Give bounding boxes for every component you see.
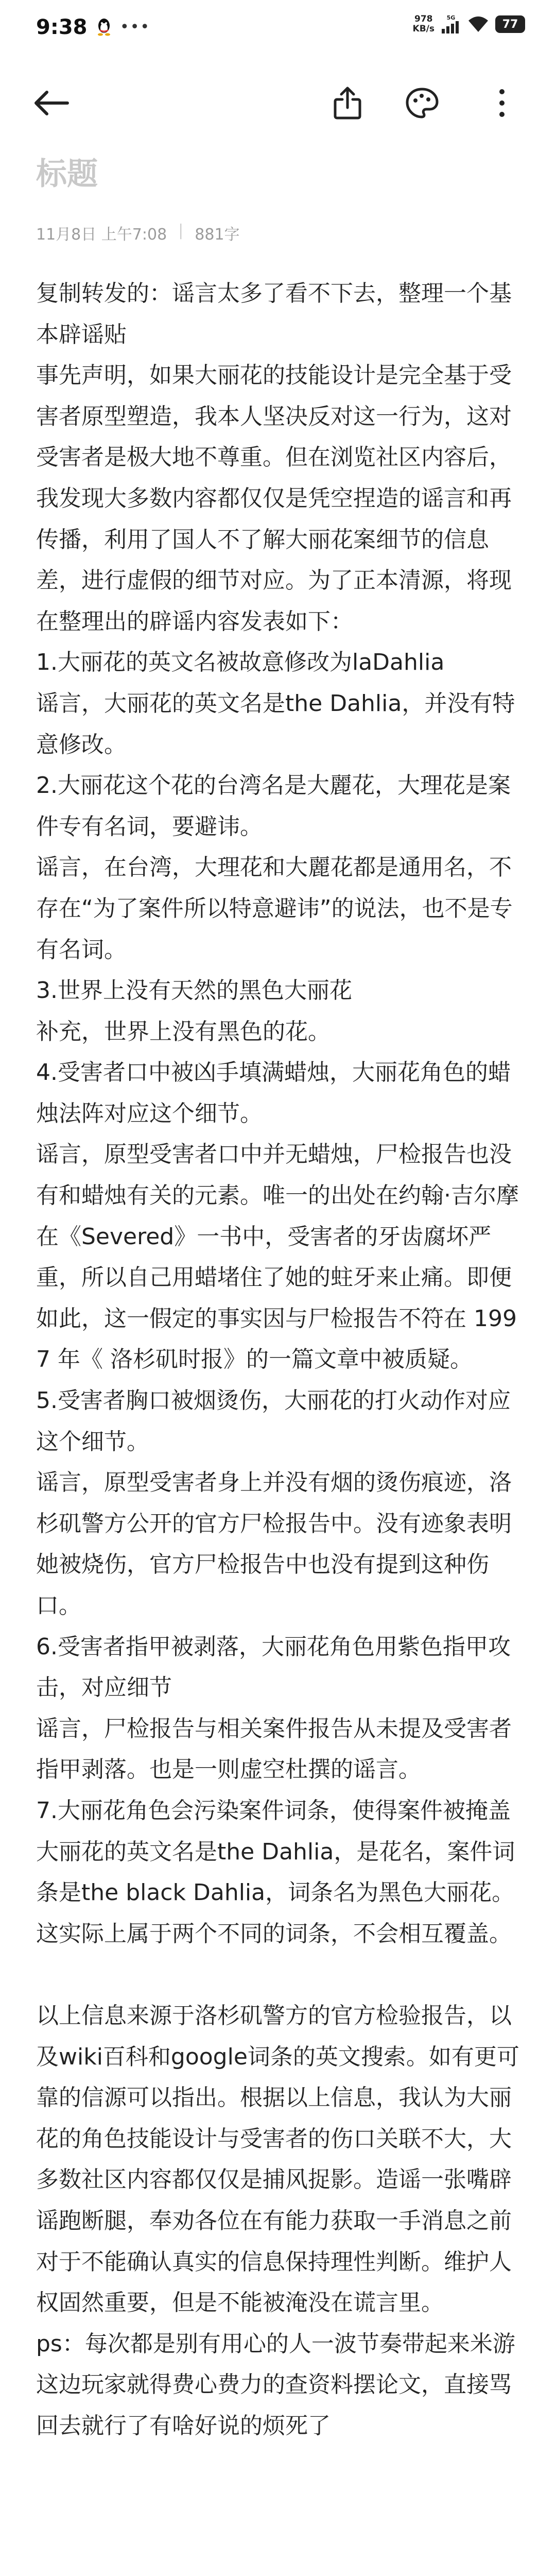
paragraph: 事先声明，如果大丽花的技能设计是完全基于受害者原型塑造，我本人坚决反对这一行为，这对受害者是极大地不尊重。但在浏览社区内容后，我发现大多数内容都仅仅是凭空捏造的谣言和再传播，利用了国人不了解大丽花案细节的信息差，进行虚假的细节对应。为了正本清源，将现在整理出的辟谣内容发表如下： [36,362,512,635]
back-button[interactable] [31,82,72,124]
paragraph: 3.世界上没有天然的黑色大丽花 [36,977,352,1004]
note-char-count: 881字 [195,226,240,244]
note-body[interactable] [36,273,525,2446]
share-icon [333,86,362,120]
paragraph: 谣言，原型受害者身上并没有烟的烫伤痕迹，洛杉矶警方公开的官方尸检报告中。没有迹象表明她被烧伤，官方尸检报告中也没有提到这种伤口。 [36,1469,512,1619]
blank-line [36,1954,525,1995]
net-speed [413,14,435,34]
status-right [413,14,525,34]
paragraph: 6.受害者指甲被剥落，大丽花角色用紫色指甲攻击，对应细节 [36,1633,511,1701]
palette-icon [405,87,439,119]
battery-icon [495,15,525,33]
paragraph: 补充，世界上没有黑色的花。 [36,1018,331,1045]
status-time: 9:38 [36,15,88,39]
paragraph: 5.受害者胸口被烟烫伤，大丽花的打火动作对应这个细节。 [36,1387,511,1455]
more-vertical-icon [498,88,506,118]
share-button[interactable] [327,82,368,124]
notification-icons [95,18,150,36]
paragraph: 以上信息来源于洛杉矶警方的官方检验报告，以及wiki百科和google词条的英文搜索。如有更可靠的信源可以指出。根据以上信息，我认为大丽花的角色技能设计与受害者的伤口关联不大，大多数社区内容都仅仅是捕风捉影。造谣一张嘴辟谣跑断腿，奉劝各位在有能力获取一手消息之前对于不能确认真实的信息保持理性判断。维护人权固然重要，但是不能被淹没在谎言里。 [36,2002,519,2316]
note-toolbar [0,72,556,134]
paragraph: 1.大丽花的英文名被故意修改为laDahlia [36,649,445,676]
more-options-button[interactable] [481,82,523,124]
note-title-input[interactable]: 标题 [36,156,98,192]
theme-button[interactable] [402,82,443,124]
signal-5g-icon [441,14,461,34]
paragraph: ps：每次都是别有用心的人一波节奏带起来米游这边玩家就得费心费力的查资料摆论文，直接骂回去就行了有啥好说的烦死了 [36,2330,515,2439]
paragraph: 谣言，在台湾，大理花和大麗花都是通用名，不存在“为了案件所以特意避讳”的说法，也不是专有名词。 [36,854,513,963]
arrow-left-icon [33,90,70,116]
paragraph: 4.受害者口中被凶手填满蜡烛，大丽花角色的蜡烛法阵对应这个细节。 [36,1059,511,1127]
wifi-icon [467,15,489,33]
more-notifications-icon: ••• [120,18,151,36]
paragraph: 谣言，尸检报告与相关案件报告从未提及受害者指甲剥落。也是一则虚空杜撰的谣言。 [36,1715,512,1783]
qq-penguin-icon [95,18,113,36]
meta-divider: | [178,222,184,240]
battery-level: 77 [502,18,518,31]
note-meta [36,222,240,244]
paragraph: 2.大丽花这个花的台湾名是大麗花，大理花是案件专有名词，要避讳。 [36,772,511,840]
note-date: 11月8日 上午7:08 [36,226,167,244]
paragraph: 谣言，大丽花的英文名是the Dahlia，并没有特意修改。 [36,690,515,758]
network-type: 5G [446,14,456,21]
paragraph: 复制转发的：谣言太多了看不下去，整理一个基本辟谣贴 [36,280,512,348]
status-bar [0,0,556,62]
net-speed-unit: KB/s [412,24,435,34]
net-speed-value: 978 [414,14,433,24]
paragraph: 谣言，原型受害者口中并无蜡烛，尸检报告也没有和蜡烛有关的元素。唯一的出处在约翰·吉尔摩在《Severed》一书中，受害者的牙齿腐坏严重，所以自己用蜡堵住了她的蛀牙来止痛。即便如此，这一假定的事实因与尸检报告不符在 1997 年《 洛杉矶时报》的一篇文章中被质疑。 [36,1141,519,1373]
paragraph: 7.大丽花角色会污染案件词条，使得案件被掩盖大丽花的英文名是the Dahlia，是花名，案件词条是the black Dahlia，词条名为黑色大丽花。这实际上属于两个不同的词条，不会相互覆盖。 [36,1797,515,1947]
